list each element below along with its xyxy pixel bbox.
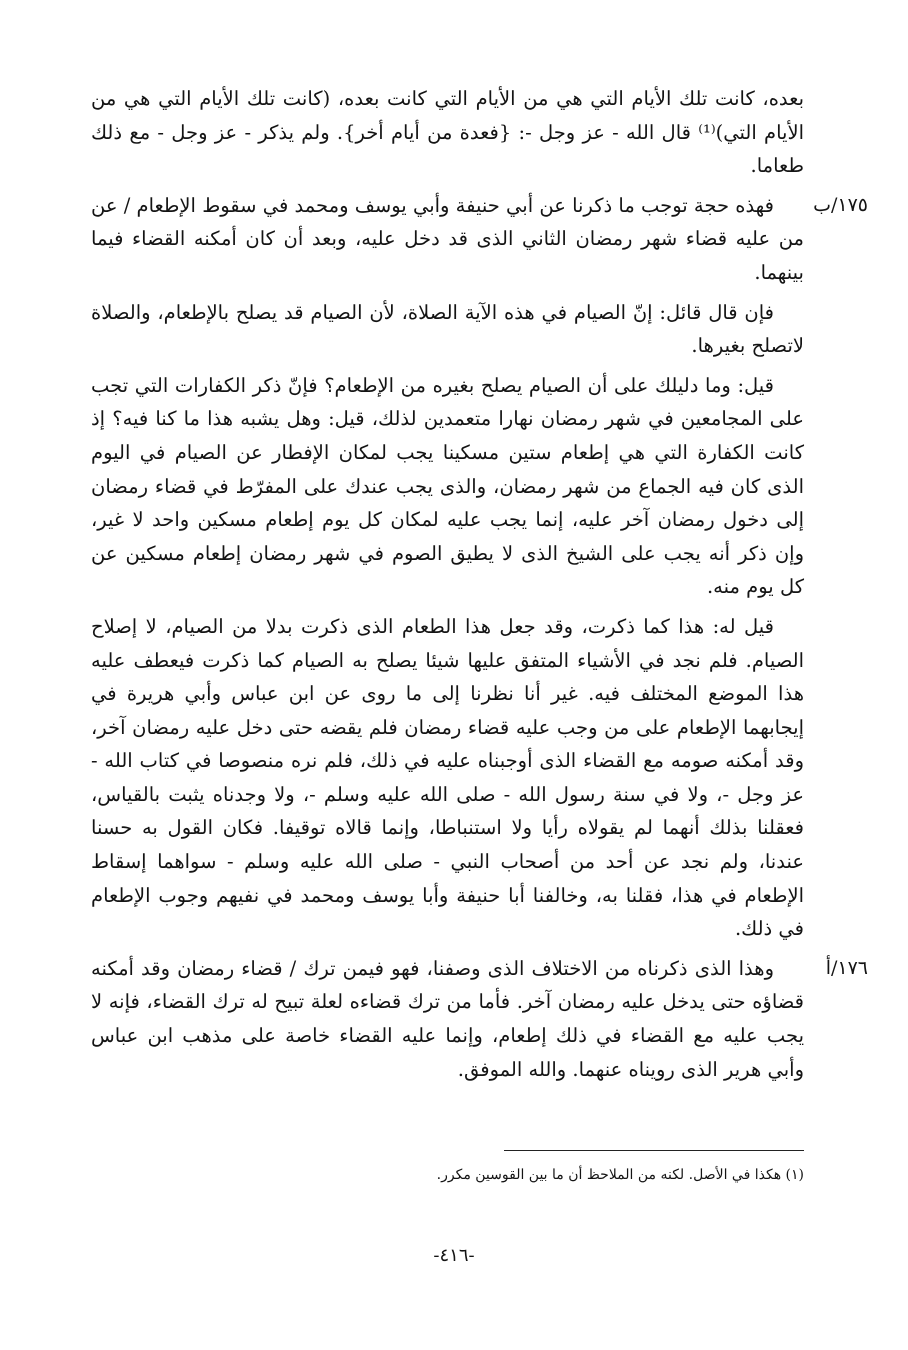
paragraph-1-text: بعده، كانت تلك الأيام التي هي من الأيام التي كانت بعده، (كانت تلك الأيام التي هي من الأيام التي)⁽¹⁾ قال الله - عز وجل -: {فعدة من أيام أخر}. ولم يذكر - عز وجل - مع ذلك طعاما. xyxy=(91,87,804,178)
paragraph-1 xyxy=(91,82,804,183)
paragraph-3 xyxy=(91,296,804,363)
paragraph-6 xyxy=(91,952,868,1086)
footnote-divider xyxy=(504,1150,804,1151)
margin-folio-176a: ١٧٦/أ xyxy=(825,956,868,979)
paragraph-4 xyxy=(91,369,804,604)
page-number: -٤١٦- xyxy=(433,1245,475,1266)
paragraph-2-text: فهذه حجة توجب ما ذكرنا عن أبي حنيفة وأبي يوسف ومحمد في سقوط الإطعام / عن من عليه قضاء شهر رمضان الثاني الذى قد دخل عليه، وبعد أن كان أمكنه القضاء فيما بينهما. xyxy=(91,193,804,284)
paragraph-6-text: وهذا الذى ذكرناه من الاختلاف الذى وصفنا، فهو فيمن ترك / قضاء رمضان وقد أمكنه قضاؤه حتى يدخل عليه رمضان آخر. فأما من ترك قضاءه لعلة تبيح له ترك القضاء، فإنه لا يجب عليه مع القضاء في ذلك إطعام، وإنما عليه القضاء خاصة على مذهب ابن عباس وأبي هرير الذى رويناه عنهما. والله الموفق. xyxy=(91,956,804,1081)
paragraph-5-text: قيل له: هذا كما ذكرت، وقد جعل هذا الطعام الذى ذكرت بدلا من الصيام، لا إصلاح الصيام. فلم نجد في الأشياء المتفق عليها شيئا يصلح به الصيام كما ذكرت فيعطف عليه هذا الموضع المختلف فيه. غير أنا نظرنا إلى ما روى عن ابن عباس وأبي هريرة في إيجابهما الإطعام على من وجب عليه قضاء رمضان فلم يقضه حتى دخل عليه رمضان آخر، وقد أمكنه صومه مع القضاء الذى أوجبناه عليه في ذلك، فلم نره منصوصا في كتاب الله - عز وجل -، ولا في سنة رسول الله - صلى الله عليه وسلم -، ولا وجدناه يثبت بالقياس، فعقلنا بذلك أنهما لم يقولاه رأيا ولا استنباطا، وإنما قالاه توقيفا. فكان القول به حسنا عندنا، ولم نجد عن أحد من أصحاب النبي - صلى الله عليه وسلم - سواهما إسقاط الإطعام في هذا، فقلنا به، وخالفنا أبا حنيفة وأبا يوسف ومحمد في نفيهم وجوب الإطعام في ذلك. xyxy=(91,614,804,941)
paragraph-5 xyxy=(91,610,804,946)
paragraph-3-text: فإن قال قائل: إنّ الصيام في هذه الآية الصلاة، لأن الصيام قد يصلح بالإطعام، والصلاة لاتصلح بغيرها. xyxy=(91,300,804,358)
paragraph-4-text: قيل: وما دليلك على أن الصيام يصلح بغيره من الإطعام؟ فإنّ ذكر الكفارات التي تجب على المجامعين في شهر رمضان نهارا متعمدين لذلك، قيل: وهل يشبه هذا ما كنا فيه؟ إذ كانت الكفارة التي هي إطعام ستين مسكينا يجب لمكان الإفطار عن الصيام في اليوم الذى كان فيه الجماع من شهر رمضان، والذى يجب عندك على المفرّط في قضاء رمضان إلى دخول رمضان آخر عليه، إنما يجب عليه لمكان كل يوم إطعام مسكين واحد لا غير، وإن ذكر أنه يجب على الشيخ الذى لا يطيق الصوم في شهر رمضان إطعام مسكين عن كل يوم منه. xyxy=(91,373,804,599)
footnote: (١) هكذا في الأصل. لكنه من الملاحظ أن ما بين القوسين مكرر. xyxy=(436,1167,804,1183)
paragraph-2 xyxy=(91,189,868,290)
margin-folio-175b: ١٧٥/ب xyxy=(813,193,868,216)
main-text xyxy=(91,82,868,1092)
